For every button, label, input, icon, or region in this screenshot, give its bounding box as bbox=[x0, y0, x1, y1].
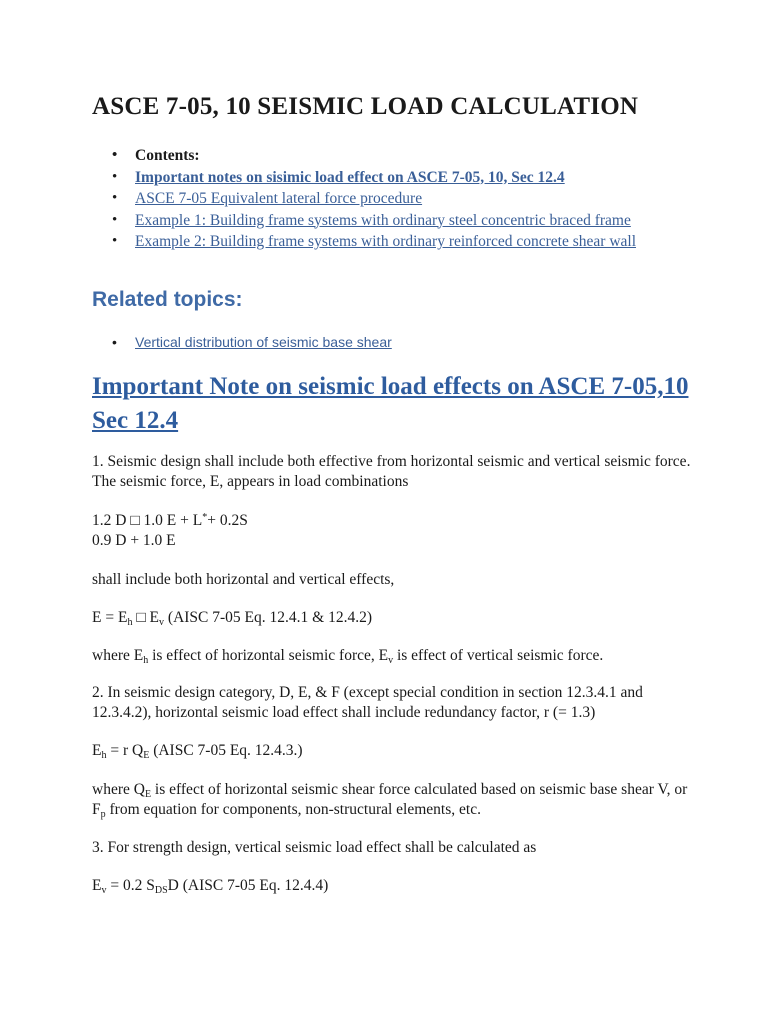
eq1-line1-part-b: + 0.2S bbox=[207, 512, 248, 529]
toc-item-equivalent-lateral bbox=[112, 188, 692, 210]
eq2-part-b: □ E bbox=[132, 609, 160, 626]
p5-part-b: is effect of horizontal seismic shear force calculated based on seismic base shear V, or F bbox=[92, 781, 688, 818]
eq2-subscript-v: v bbox=[159, 617, 165, 628]
p3-subscript-h: h bbox=[143, 655, 149, 666]
contents-label: • Contents: bbox=[112, 145, 692, 167]
toc-link-important-notes[interactable]: Important notes on sisimic load effect on ASCE 7-05, 10, Sec 12.4 bbox=[135, 168, 565, 186]
related-link-vertical-distribution[interactable]: Vertical distribution of seismic base shear bbox=[135, 334, 392, 350]
toc-link-example-1[interactable]: Example 1: Building frame systems with ordinary steel concentric braced frame bbox=[135, 211, 631, 229]
toc-item-example-1 bbox=[112, 210, 692, 232]
p3-part-c: is effect of vertical seismic force. bbox=[393, 647, 604, 664]
equation-e bbox=[92, 608, 692, 628]
toc-link-equivalent-lateral[interactable]: ASCE 7-05 Equivalent lateral force procedure bbox=[135, 190, 423, 207]
eq3-subscript-h: h bbox=[101, 750, 107, 761]
p3-part-a: where E bbox=[92, 647, 144, 664]
eq3-reference: (AISC 7-05 Eq. 12.4.3.) bbox=[149, 742, 303, 759]
equation-eh bbox=[92, 741, 692, 761]
eq2-reference: (AISC 7-05 Eq. 12.4.1 & 12.4.2) bbox=[164, 609, 372, 626]
eq4-subscript-ds: DS bbox=[154, 885, 168, 896]
p5-part-a: where Q bbox=[92, 781, 145, 798]
eq4-part-c: D bbox=[167, 877, 179, 894]
eq2-subscript-h: h bbox=[127, 617, 133, 628]
toc-link-example-2[interactable]: Example 2: Building frame systems with ordinary reinforced concrete shear wall bbox=[135, 233, 637, 250]
eq4-subscript-v: v bbox=[101, 885, 107, 896]
paragraph-3 bbox=[92, 646, 692, 666]
related-item bbox=[112, 332, 392, 352]
load-combination-2: 0.9 D + 1.0 E bbox=[92, 532, 176, 549]
eq1-line1-part-a: 1.2 D □ 1.0 E + L bbox=[92, 512, 203, 529]
toc-item-important-notes bbox=[112, 167, 692, 189]
eq4-part-b: = 0.2 S bbox=[106, 877, 155, 894]
paragraph-4: 2. In seismic design category, D, E, & F (except special condition in section 12.3.4.1 and 12.3.4.2), horizontal seismic load effect shall include redundancy factor, r (= 1.3) bbox=[92, 684, 643, 721]
eq3-part-a: E bbox=[92, 742, 102, 759]
eq1-superscript: * bbox=[202, 512, 208, 523]
eq4-reference: (AISC 7-05 Eq. 12.4.4) bbox=[178, 877, 329, 894]
paragraph-1: 1. Seismic design shall include both effective from horizontal seismic and vertical seismic force. The seismic force, E, appears in load combinations bbox=[92, 453, 691, 490]
paragraph-2: shall include both horizontal and vertical effects, bbox=[92, 571, 395, 588]
paragraph-6: 3. For strength design, vertical seismic load effect shall be calculated as bbox=[92, 839, 537, 856]
p5-subscript-e: E bbox=[144, 789, 152, 800]
p5-subscript-p: p bbox=[100, 809, 106, 820]
related-topics-list bbox=[112, 332, 392, 352]
eq3-part-b: = r Q bbox=[106, 742, 144, 759]
load-combination-1 bbox=[92, 512, 248, 529]
p3-part-b: is effect of horizontal seismic force, E bbox=[148, 647, 389, 664]
eq2-part-a: E = E bbox=[92, 609, 128, 626]
eq3-subscript-e: E bbox=[143, 750, 150, 761]
toc-item-example-2 bbox=[112, 231, 692, 253]
load-combinations bbox=[92, 511, 692, 551]
contents-list bbox=[112, 145, 692, 253]
p3-subscript-v: v bbox=[388, 655, 394, 666]
section-heading[interactable]: Important Note on seismic load effects on ASCE 7-05,10 Sec 12.4 bbox=[92, 373, 689, 434]
equation-ev bbox=[92, 876, 692, 896]
document-title: ASCE 7-05, 10 SEISMIC LOAD CALCULATION bbox=[92, 93, 639, 120]
paragraph-5 bbox=[92, 780, 692, 820]
related-topics-heading: Related topics: bbox=[92, 288, 243, 311]
p5-part-c: from equation for components, non-structural elements, etc. bbox=[105, 801, 481, 818]
eq4-part-a: E bbox=[92, 877, 102, 894]
